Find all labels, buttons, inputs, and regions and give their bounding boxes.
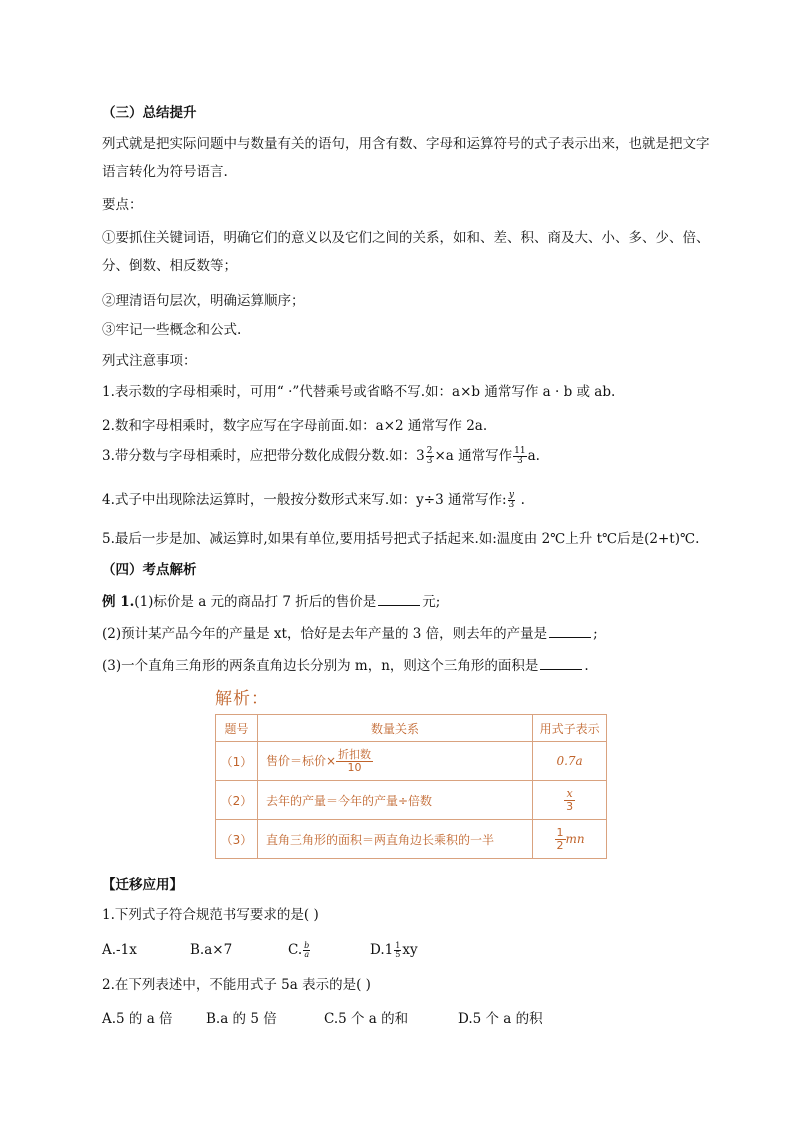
frac-den: 3 bbox=[508, 500, 515, 510]
expression-fraction bbox=[555, 827, 566, 852]
points-label: 要点： bbox=[102, 197, 143, 213]
frac-num: 折扣数 bbox=[338, 747, 372, 761]
table-row bbox=[216, 781, 607, 820]
row-no: （2） bbox=[216, 781, 258, 820]
option-c bbox=[288, 941, 311, 959]
option-c: C.5 个 a 的和 bbox=[324, 1011, 409, 1027]
q1-text: (1)标价是 a 元的商品打 7 折后的售价是 bbox=[134, 594, 377, 610]
q2-tail: ; bbox=[593, 626, 598, 642]
note-2: 2.数和字母相乘时，数字应写在字母前面.如：a×2 通常写作 2a. bbox=[102, 418, 488, 434]
summary-paragraph: 列式就是把实际问题中与数量有关的语句，用含有数、字母和运算符号的式子表示出来，也就是把文字语言转化为符号语言. bbox=[102, 136, 710, 180]
note-3-text-c: a. bbox=[527, 448, 540, 464]
expression-tail: mn bbox=[565, 831, 585, 846]
answer-blank bbox=[540, 657, 582, 670]
option-b: B.a×7 bbox=[190, 942, 233, 958]
header-expression: 用式子表示 bbox=[533, 715, 607, 742]
option-a: A.5 的 a 倍 bbox=[102, 1011, 173, 1027]
note-4 bbox=[102, 491, 525, 510]
section4-title: （四）考点解析 bbox=[102, 562, 197, 578]
example-label: 例 1. bbox=[102, 594, 135, 610]
note-5: 5.最后一步是加、减运算时,如果有单位,要用括号把式子括起来.如:温度由 2℃上升 t℃后是(2+t)℃. bbox=[102, 531, 700, 547]
analysis-title: 解析： bbox=[215, 689, 269, 709]
note-3-text-b: ×a 通常写作 bbox=[434, 448, 513, 464]
example-1-q3 bbox=[102, 657, 589, 675]
mixed-fraction bbox=[426, 447, 434, 466]
point-1: ①要抓住关键词语，明确它们的意义以及它们之间的关系，如和、差、积、商及大、小、多、少、倍、分、倒数、相反数等； bbox=[102, 230, 710, 274]
header-relation: 数量关系 bbox=[257, 715, 532, 742]
frac-den: 3 bbox=[566, 799, 574, 813]
option-d-fraction bbox=[394, 942, 401, 959]
option-b: B.a 的 5 倍 bbox=[206, 1011, 277, 1027]
frac-den: 10 bbox=[347, 760, 362, 774]
option-d bbox=[370, 941, 418, 959]
frac-den: 5 bbox=[395, 950, 401, 959]
frac-den: 3 bbox=[426, 456, 433, 466]
expression-fraction bbox=[564, 788, 575, 813]
q3-tail: . bbox=[584, 658, 589, 674]
frac-den: 2 bbox=[556, 838, 564, 852]
row-no: （3） bbox=[216, 820, 258, 859]
point-3: ③牢记一些概念和公式. bbox=[102, 322, 242, 338]
row-no: （1） bbox=[216, 742, 258, 781]
frac-den: 3 bbox=[517, 456, 523, 466]
frac-num: y bbox=[508, 490, 514, 500]
q3-text: (3)一个直角三角形的两条直角边长分别为 m，n，则这个三角形的面积是 bbox=[102, 658, 539, 674]
frac-num: 1 bbox=[395, 941, 401, 950]
row-expression bbox=[533, 781, 607, 820]
option-c-label: C. bbox=[288, 942, 303, 958]
note-4-text-a: 4.式子中出现除法运算时，一般按分数形式来写.如：y÷3 通常写作: bbox=[102, 492, 507, 508]
row-relation: 直角三角形的面积＝两直角边长乘积的一半 bbox=[257, 820, 532, 859]
row-relation: 去年的产量＝今年的产量÷倍数 bbox=[257, 781, 532, 820]
frac-den: a bbox=[304, 950, 310, 959]
option-d-tail: xy bbox=[402, 942, 418, 958]
frac-num: x bbox=[566, 786, 573, 800]
example-1-q2 bbox=[102, 625, 598, 643]
row-relation bbox=[257, 742, 532, 781]
analysis-header-row bbox=[216, 715, 607, 742]
option-a: A.-1x bbox=[102, 942, 137, 958]
q2-text: (2)预计某产品今年的产量是 xt，恰好是去年产量的 3 倍，则去年的产量是 bbox=[102, 626, 548, 642]
option-d: D.5 个 a 的积 bbox=[458, 1011, 543, 1027]
note-4-text-b: . bbox=[516, 492, 525, 508]
row-expression bbox=[533, 820, 607, 859]
frac-num: 11 bbox=[514, 446, 526, 456]
notes-label: 列式注意事项： bbox=[102, 353, 197, 369]
note-3-text-a: 3.带分数与字母相乘时，应把带分数化成假分数.如：3 bbox=[102, 448, 425, 464]
practice-q1: 1.下列式子符合规范书写要求的是( ) bbox=[102, 907, 319, 923]
option-c-fraction bbox=[303, 942, 310, 959]
analysis-table bbox=[215, 714, 607, 859]
q1-tail: 元; bbox=[422, 594, 441, 610]
answer-blank bbox=[378, 593, 420, 606]
frac-num: 1 bbox=[556, 825, 564, 839]
practice-title: 【迁移应用】 bbox=[102, 877, 183, 893]
row-expression: 0.7a bbox=[533, 742, 607, 781]
table-row bbox=[216, 742, 607, 781]
division-fraction bbox=[508, 491, 516, 510]
point-2: ②理清语句层次，明确运算顺序； bbox=[102, 293, 305, 309]
practice-q2: 2.在下列表述中，不能用式子 5a 表示的是( ) bbox=[102, 977, 371, 993]
note-1: 1.表示数的字母相乘时，可用“ ·”代替乘号或省略不写.如：a×b 通常写作 a · b 或 ab. bbox=[102, 384, 616, 400]
example-1-q1 bbox=[102, 593, 440, 611]
frac-num: 2 bbox=[426, 446, 433, 456]
relation-text: 售价＝标价× bbox=[265, 753, 337, 768]
frac-num: b bbox=[304, 941, 310, 950]
table-row bbox=[216, 820, 607, 859]
note-3 bbox=[102, 447, 540, 466]
header-no: 题号 bbox=[216, 715, 258, 742]
answer-blank bbox=[549, 625, 591, 638]
improper-fraction bbox=[513, 447, 526, 466]
relation-fraction bbox=[336, 749, 373, 774]
option-d-label: D.1 bbox=[370, 942, 394, 958]
section3-title: （三）总结提升 bbox=[102, 105, 197, 121]
